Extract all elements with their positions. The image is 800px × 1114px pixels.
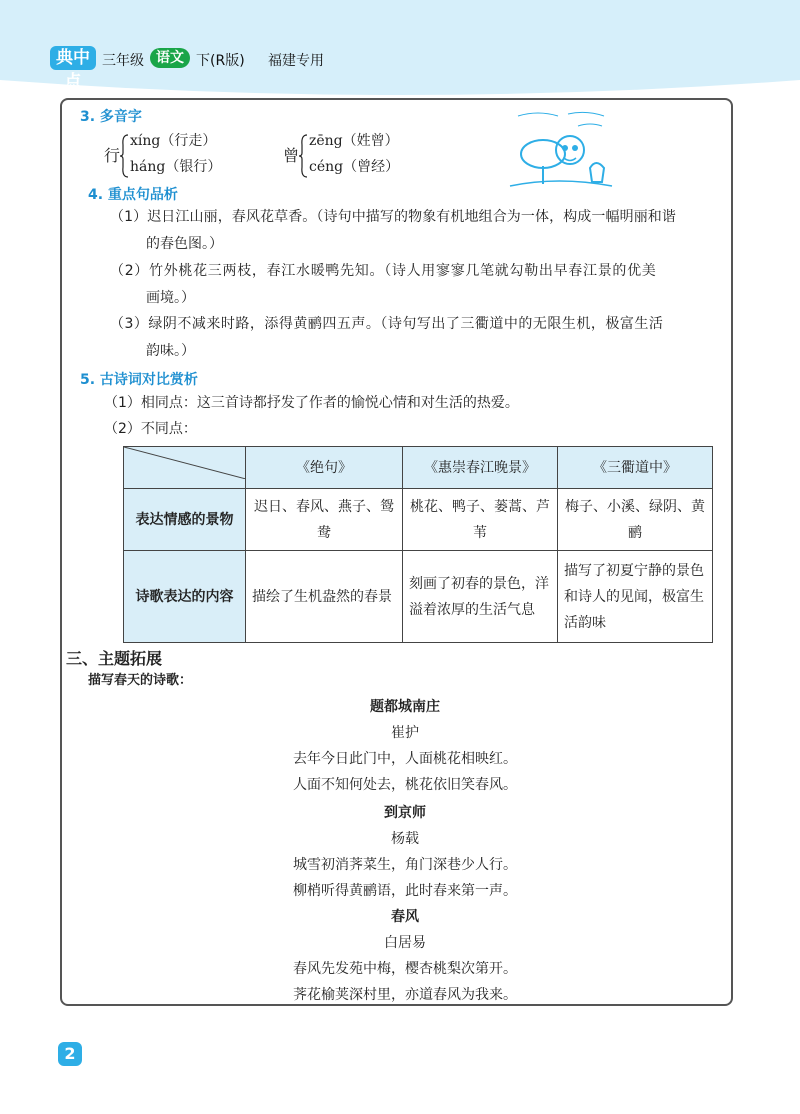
polyphone-char-1: 行 bbox=[104, 146, 121, 165]
poem-line: 柳梢听得黄鹂语，此时春来第一声。 bbox=[293, 883, 517, 899]
brand-logo: 典中点 bbox=[50, 46, 96, 70]
comparison-table bbox=[123, 446, 713, 643]
poem-author: 白居易 bbox=[384, 935, 426, 951]
page-number: 2 bbox=[58, 1042, 82, 1066]
polyphone-title: 3. 多音字 bbox=[80, 109, 142, 125]
sentence-line: （3）绿阴不减来时路，添得黄鹂四五声。（诗句写出了三衢道中的无限生机，极富生活 bbox=[110, 316, 664, 332]
polyphone-reading: xíng（行走） bbox=[130, 133, 217, 149]
poem-author: 崔护 bbox=[391, 725, 419, 741]
sentence-line: 画境。） bbox=[146, 290, 195, 306]
poem-line: 城雪初消荠菜生，角门深巷少人行。 bbox=[293, 857, 517, 873]
poem-line: 人面不知何处去，桃花依旧笑春风。 bbox=[293, 777, 517, 793]
compare-title: 5. 古诗词对比赏析 bbox=[80, 372, 198, 388]
diagonal-line bbox=[124, 447, 246, 479]
table-corner-cell bbox=[124, 447, 246, 489]
polyphone-reading: céng（曾经） bbox=[309, 159, 400, 175]
polyphone-reading: zēng（姓曾） bbox=[309, 133, 399, 149]
edition-label: 下(R版) bbox=[196, 53, 245, 69]
table-header-cell: 《三衢道中》 bbox=[558, 447, 713, 489]
table-row-header: 表达情感的景物 bbox=[124, 489, 246, 551]
polyphone-char-2: 曾 bbox=[283, 146, 300, 165]
compare-same: （1）相同点：这三首诗都抒发了作者的愉悦心情和对生活的热爱。 bbox=[104, 395, 519, 411]
polyphone-reading: háng（银行） bbox=[130, 159, 222, 175]
table-header-cell: 《绝句》 bbox=[246, 447, 403, 489]
extension-subtitle: 描写春天的诗歌： bbox=[88, 673, 193, 688]
poem-title: 题都城南庄 bbox=[370, 699, 440, 715]
poem-author: 杨载 bbox=[391, 831, 419, 847]
table-cell: 迟日、春风、燕子、鸳鸯 bbox=[246, 489, 403, 551]
extension-title: 三、主题拓展 bbox=[66, 649, 163, 668]
poem-line: 荠花榆荚深村里，亦道春风为我来。 bbox=[293, 987, 517, 1003]
sentence-line: 韵味。） bbox=[146, 343, 195, 359]
poem-line: 春风先发苑中梅，樱杏桃梨次第开。 bbox=[293, 961, 517, 977]
table-cell: 桃花、鸭子、蒌蒿、芦苇 bbox=[403, 489, 558, 551]
poem-line: 去年今日此门中，人面桃花相映红。 bbox=[293, 751, 517, 767]
brace-icon bbox=[298, 133, 308, 179]
poem-title: 春风 bbox=[391, 909, 419, 925]
subject-badge: 语文 bbox=[150, 48, 190, 68]
table-cell: 描绘了生机盎然的春景 bbox=[246, 551, 403, 643]
poem-title: 到京师 bbox=[384, 805, 426, 821]
table-cell: 描写了初夏宁静的景色和诗人的见闻，极富生活韵味 bbox=[558, 551, 713, 643]
cartoon-illustration bbox=[508, 106, 614, 192]
region-label: 福建专用 bbox=[268, 53, 324, 69]
sentences-title: 4. 重点句品析 bbox=[88, 187, 178, 203]
table-header-cell: 《惠崇春江晚景》 bbox=[403, 447, 558, 489]
table-row-header: 诗歌表达的内容 bbox=[124, 551, 246, 643]
sentence-line: （2）竹外桃花三两枝，春江水暖鸭先知。（诗人用寥寥几笔就勾勒出早春江景的优美 bbox=[110, 263, 657, 279]
table-cell: 梅子、小溪、绿阴、黄鹂 bbox=[558, 489, 713, 551]
compare-diff: （2）不同点： bbox=[104, 421, 197, 437]
sentence-line: （1）迟日江山丽，春风花草香。（诗句中描写的物象有机地组合为一体，构成一幅明丽和谐 bbox=[110, 209, 677, 225]
grade-label: 三年级 bbox=[102, 53, 144, 69]
sentence-line: 的春色图。） bbox=[146, 236, 223, 252]
brace-icon bbox=[119, 133, 129, 179]
table-cell: 刻画了初春的景色，洋溢着浓厚的生活气息 bbox=[403, 551, 558, 643]
